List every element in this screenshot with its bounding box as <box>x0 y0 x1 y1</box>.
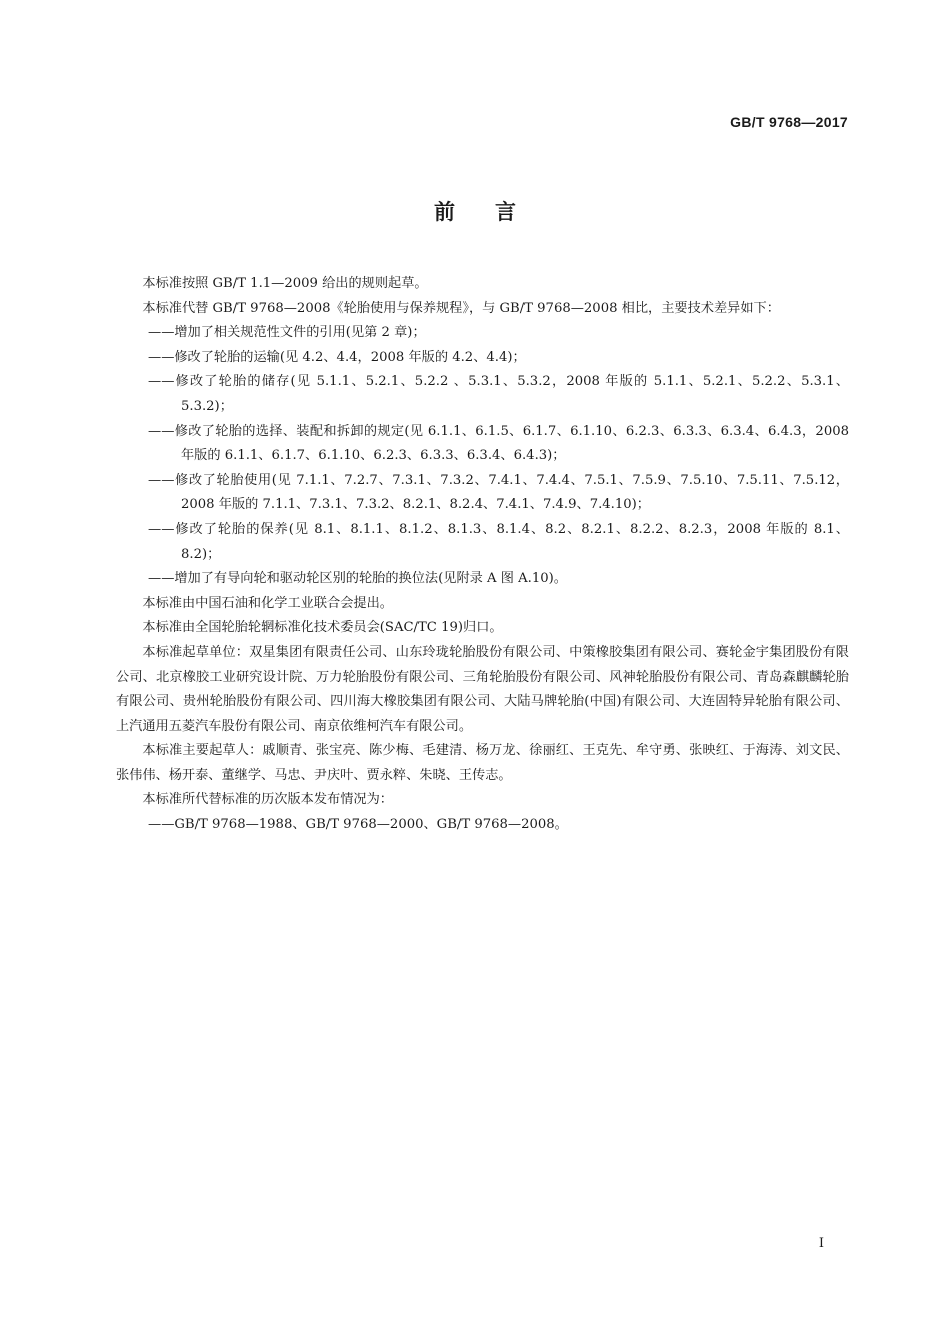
list-item: ——修改了轮胎使用(见 7.1.1、7.2.7、7.3.1、7.3.2、7.4.1、7.4.4、7.5.1、7.5.9、7.5.10、7.5.11、7.5.12，2008 年版的 7.1.1、7.3.1、7.3.2、8.2.1、8.2.4、7.4.1、7.4.9、7.4.10)； <box>148 472 849 513</box>
list-item: ——修改了轮胎的储存(见 5.1.1、5.2.1、5.2.2 、5.3.1、5.3.2，2008 年版的 5.1.1、5.2.1、5.2.2、5.3.1、5.3.2)； <box>148 374 849 414</box>
list-item: ——修改了轮胎的保养(见 8.1、8.1.1、8.1.2、8.1.3、8.1.4、8.2、8.2.1、8.2.2、8.2.3，2008 年版的 8.1、8.2)； <box>148 521 849 562</box>
list-item: ——GB/T 9768—1988、GB/T 9768—2000、GB/T 9768—2008。 <box>148 817 568 833</box>
paragraph: 本标准按照 GB/T 1.1—2009 给出的规则起草。 <box>142 276 428 291</box>
paragraph: 本标准起草单位：双星集团有限责任公司、山东玲珑轮胎股份有限公司、中策橡胶集团有限公司、赛轮金宇集团股份有限公司、北京橡胶工业研究设计院、万力轮胎股份有限公司、三角轮胎股份有限公司、风神轮胎股份有限公司、青岛森麒麟轮胎有限公司、贵州轮胎股份有限公司、四川海大橡胶集团有限公司、大陆马牌轮胎(中国)有限公司、大连固特异轮胎有限公司、上汽通用五菱汽车股份有限公司、南京依维柯汽车有限公司。 <box>116 644 849 734</box>
page-number: I <box>818 1236 824 1251</box>
paragraph: 本标准主要起草人：戚顺青、张宝亮、陈少梅、毛建清、杨万龙、徐丽红、王克先、牟守勇、张映红、于海涛、刘文民、张伟伟、杨开泰、董继学、马忠、尹庆叶、贾永粹、朱晓、王传志。 <box>116 743 849 783</box>
page-title: 前言 <box>434 200 556 224</box>
list-item: ——修改了轮胎的运输(见 4.2、4.4，2008 年版的 4.2、4.4)； <box>148 349 526 365</box>
paragraph: 本标准所代替标准的历次版本发布情况为： <box>142 792 393 808</box>
foreword-body <box>116 272 849 838</box>
list-item: ——增加了有导向轮和驱动轮区别的轮胎的换位法(见附录 A 图 A.10)。 <box>148 571 567 587</box>
paragraph: 本标准由中国石油和化学工业联合会提出。 <box>142 595 393 611</box>
standard-code: GB/T 9768—2017 <box>730 114 848 130</box>
list-item: ——增加了相关规范性文件的引用(见第 2 章)； <box>148 325 426 341</box>
paragraph: 本标准代替 GB/T 9768—2008《轮胎使用与保养规程》，与 GB/T 9768—2008 相比，主要技术差异如下： <box>142 300 780 316</box>
list-item: ——修改了轮胎的选择、装配和拆卸的规定(见 6.1.1、6.1.5、6.1.7、6.1.10、6.2.3、6.3.3、6.3.4、6.4.3，2008 年版的 6.1.1、6.1.7、6.1.10、6.2.3、6.3.3、6.3.4、6.4.3)； <box>148 423 849 464</box>
paragraph: 本标准由全国轮胎轮辋标准化技术委员会(SAC/TC 19)归口。 <box>142 620 503 636</box>
